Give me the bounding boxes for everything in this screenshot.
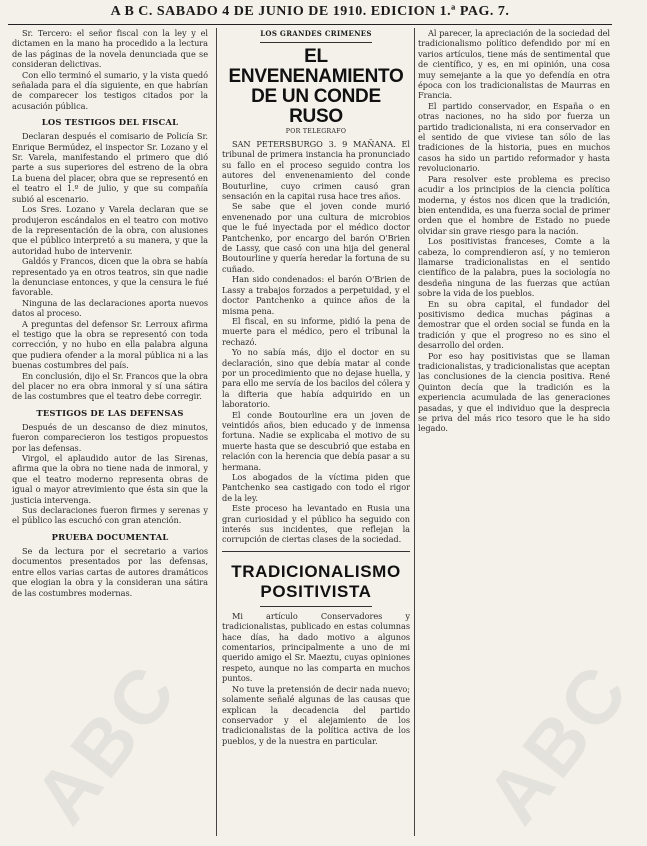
paragraph: Han sido condenados: el barón O'Brien de Lassy a trabajos forzados a perpetuidad, y el doctor Pantchenko a quince años de la misma pena.: [222, 274, 410, 316]
paragraph: Sr. Tercero: el señor fiscal con la ley y el dictamen en la mano ha procedido a la lectura de las páginas de la novela denunciada que se consideran delictivas.: [12, 28, 208, 70]
paragraph: En su obra capital, el fundador del positivismo dedica muchas páginas a demostrar que el orden social se funda en la tradición y que el progreso no es sino el desarrollo del orden.: [418, 298, 610, 351]
paragraph: Galdós y Francos, dicen que la obra se había representado ya en otros teatros, sin que nadie la denunciase entonces, y que la censura le fué favorable.: [12, 256, 208, 298]
paragraph: Con ello terminó el sumario, y la vista quedó señalada para el día siguiente, en que habrían de comparecer los testigos citados por la acusación pública.: [12, 69, 208, 111]
headline-envenenamiento: EL ENVENENAMIENTO DE UN CONDE RUSO: [228, 46, 404, 127]
abc-watermark-right: ABC: [470, 647, 647, 840]
paragraph: El partido conservador, en España o en otras naciones, no ha sido por fuerza un partido tradicionalista, ni era conservador en el sentido de que viviese tan sólo de las tradiciones de la historia, pues en muchos casos ha sido un partido reformador y hasta revolucionario.: [418, 100, 610, 174]
byline: POR TELEGRAFO: [285, 128, 347, 135]
section-heading-testigos-defensas: TESTIGOS DE LAS DEFENSAS: [36, 407, 184, 418]
paragraph: Al parecer, la apreciación de la sociedad del tradicionalismo político defendido por mí en varios artículos, tiene más de sentimental que de científico, y es, en mi opinión, una cosa muy semejante a la que yo defendía en otra época con los tradicionalistas de Maurras en Francia.: [418, 28, 610, 101]
paragraph: Se sabe que el joven conde murió envenenado por una cultura de microbios que le fué inyectada por el médico doctor Pantchenko, por encargo del barón O'Brien de Lassy, que casó con una hija del general Boutourline y quería heredar la fortuna de su cuñado.: [222, 201, 410, 274]
abc-watermark-left: ABC: [18, 647, 195, 840]
article-kicker: LOS GRANDES CRIMENES: [260, 29, 372, 38]
paragraph: Los abogados de la víctima piden que Pantchenko sea castigado con todo el rigor de la ley.: [222, 472, 410, 503]
header-rule: [8, 24, 612, 25]
paragraph: Mi artículo Conservadores y tradicionalistas, publicado en estas columnas hace días, ha dado motivo a algunos comentarios, principalmente a uno de mi querido amigo el Sr. Maeztu, cuyas opiniones respeto, aunque no las comparta en muchos puntos.: [222, 610, 410, 684]
column-rule-1: [216, 28, 217, 836]
section-heading-prueba-documental: PRUEBA DOCUMENTAL: [51, 531, 169, 542]
column-1: [12, 28, 208, 838]
paragraph: Ninguna de las declaraciones aporta nuevos datos al proceso.: [12, 297, 208, 319]
paragraph: El conde Boutourline era un joven de veintidós años, bien educado y de inmensa fortuna. Nadie se explicaba el motivo de su muerte hasta que se descubrió que estaba en relación con la herencia que debía pasar a su hermana.: [222, 409, 410, 472]
paragraph: Declaran después el comisario de Policía Sr. Enrique Bermúdez, el inspector Sr. Lozano y el Sr. Varela, manifestando el primero que dió parte a sus superiores del estreno de la obra La buena del placer, obra que se representó en el teatro el 1.º de julio, y que su compañía subió al escenario.: [12, 131, 208, 204]
paragraph: Para resolver este problema es preciso acudir a los principios de la ciencia política moderna, y éstos nos dicen que la tradición, bien entendida, es una fuerza social de primer orden que el hombre de Estado no puede olvidar sin grave riesgo para la nación.: [418, 173, 610, 236]
paragraph: Este proceso ha levantado en Rusia una gran curiosidad y el público ha seguido con interés sus incidentes, que reflejan la corrupción de ciertas clases de la sociedad.: [222, 503, 410, 545]
paragraph: El fiscal, en su informe, pidió la pena de muerte para el médico, pero el tribunal la rechazó.: [222, 315, 410, 347]
paragraph: Se da lectura por el secretario a varios documentos presentados por las defensas, entre ellos varias cartas de autores dramáticos que elogian la obra y la consideran una sátira de las costumbres modernas.: [12, 545, 208, 598]
column-rule-2: [414, 28, 415, 836]
paragraph: Después de un descanso de diez minutos, fueron comparecieron los testigos propuestos por las defensas.: [12, 421, 208, 453]
kicker-rule: [260, 42, 373, 43]
paragraph: Los positivistas franceses, Comte a la cabeza, lo comprendieron así, y no temieron llamarse tradicionalistas en el sentido científico de la palabra, pues la sociología no desdeña ninguna de las fuerzas que actúan sobre la vida de los pueblos.: [418, 236, 610, 299]
section-rule: [222, 551, 410, 552]
paragraph: Sus declaraciones fueron firmes y serenas y el público las escuchó con gran atención.: [12, 505, 208, 526]
column-2: [222, 28, 410, 838]
paragraph: No tuve la pretensión de decir nada nuevo; solamente señalé algunas de las causas que explican la decadencia del partido conservador y el alejamiento de los tradicionalistas de la política activa de los pueblos, y de la nuestra en particular.: [222, 683, 410, 746]
paragraph: A preguntas del defensor Sr. Lerroux afirma el testigo que la obra se representó con toda corrección, y no hubo en ella palabra alguna que pudiera ofender a la moral pública ni a las buenas costumbres del país.: [12, 318, 208, 371]
headline-tradicionalismo: TRADICIONALISMO POSITIVISTA: [231, 561, 401, 601]
paragraph: Virgol, el aplaudido autor de las Sirenas, afirma que la obra no tiene nada de inmoral, y que el teatro moderno representa obras de igual o mayor atrevimiento que ésta sin que la justicia intervenga.: [12, 453, 208, 505]
paragraph: SAN PETERSBURGO 3. 9 MAÑANA. El tribunal de primera instancia ha pronunciado su fallo en el proceso seguido contra los autores del envenenamiento del conde Bouturline, cuyo crimen causó gran sensación en la capitai rusa hace tres años.: [222, 139, 410, 202]
section-heading-testigos-fiscal: LOS TESTIGOS DEL FISCAL: [41, 117, 179, 128]
running-head: A B C. SABADO 4 DE JUNIO DE 1910. EDICION 1.ª PAG. 7.: [110, 4, 510, 19]
paragraph: Yo no sabía más, dijo el doctor en su declaración, sino que debía matar al conde por un procedimiento que no dejase huella, y para ello me servía de los bacilos del cólera y la difteria que había adquirido en un laboratorio.: [222, 347, 410, 410]
column-3: [418, 28, 610, 838]
paragraph: Los Sres. Lozano y Varela declaran que se produjeron escándalos en el teatro con motivo de la representación de la obra, con alusiones que el público interpretó a su manera, y que la autoridad hubo de intervenir.: [12, 204, 208, 256]
paragraph: En conclusión, dijo el Sr. Francos que la obra del placer no era obra inmoral y sí una sátira de las costumbres que el teatro debe corregir.: [12, 370, 208, 402]
headline-rule: [260, 606, 373, 607]
paragraph: Por eso hay positivistas que se llaman tradicionalistas, y tradicionalistas que aceptan las conclusiones de la ciencia positiva. René Quinton decía que la tradición es la experiencia acumulada de las generaciones pasadas, y que el individuo que la desprecia se priva del más rico tesoro que le ha sido legado.: [418, 350, 610, 434]
